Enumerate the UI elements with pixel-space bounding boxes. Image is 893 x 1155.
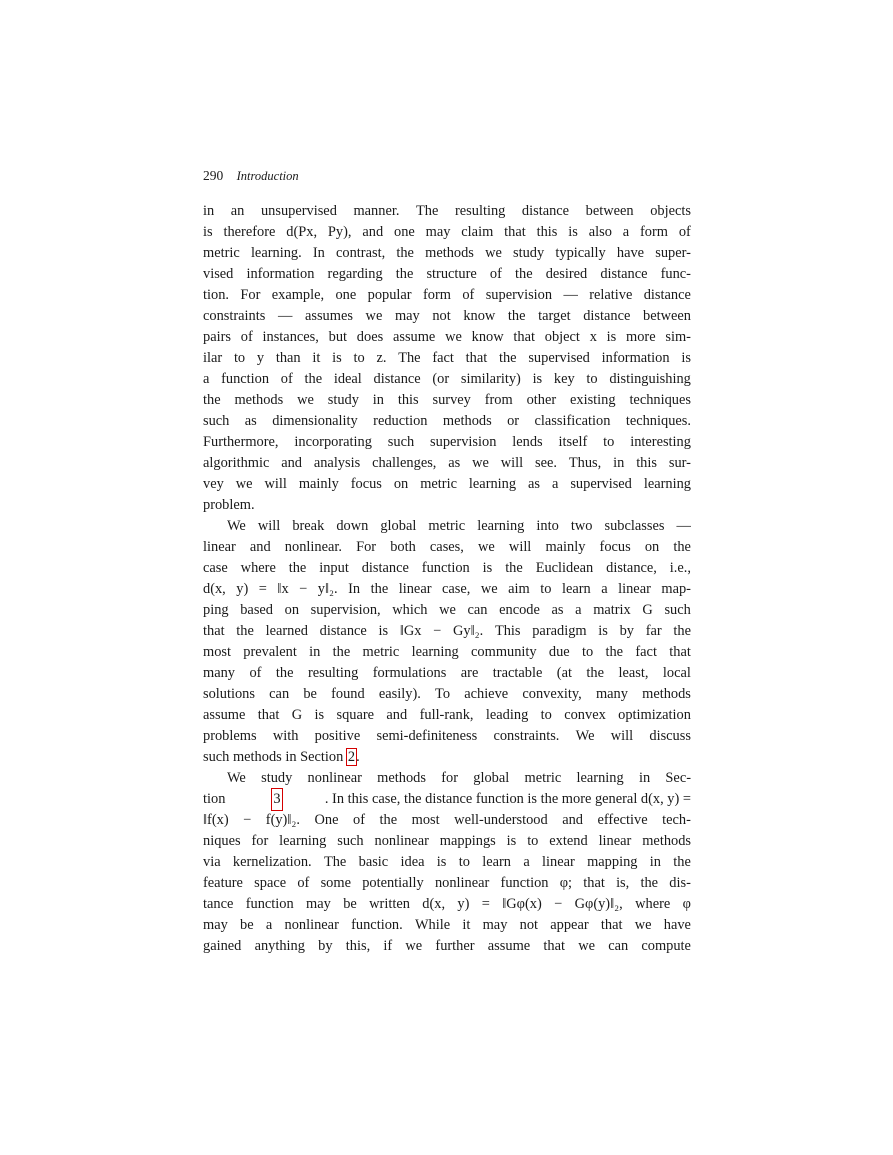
line-text: tion: [203, 791, 229, 807]
text-line: the methods we study in this survey from other existing techniques: [203, 392, 691, 408]
text-line: vey we will mainly focus on metric learning as a supervised learning: [203, 476, 691, 492]
text-line: in an unsupervised manner. The resulting distance between objects: [203, 203, 691, 219]
text-line: tance function may be written d(x, y) = ‖Gφ(x) − Gφ(y)‖₂, where φ: [203, 896, 691, 912]
text-line: a function of the ideal distance (or similarity) is key to distinguishing: [203, 371, 691, 387]
section-link[interactable]: 2: [347, 749, 356, 765]
text-line: niques for learning such nonlinear mappings is to extend linear methods: [203, 833, 691, 849]
line-text-after: . In this case, the distance function is the more general d(x, y) =: [324, 791, 691, 807]
text-line: gained anything by this, if we further assume that we can compute: [203, 938, 691, 954]
line-text-after: .: [356, 749, 360, 765]
text-line: pairs of instances, but does assume we know that object x is more sim-: [203, 329, 691, 345]
text-line: problems with positive semi-definiteness constraints. We will discuss: [203, 728, 691, 744]
text-line: feature space of some potentially nonlinear function φ; that is, the dis-: [203, 875, 691, 891]
text-line: that the learned distance is ‖Gx − Gy‖₂. This paradigm is by far the: [203, 623, 691, 639]
text-line: d(x, y) = ‖x − y‖₂. In the linear case, we aim to learn a linear map-: [203, 581, 691, 597]
text-line: We study nonlinear methods for global metric learning in Sec-: [227, 770, 691, 786]
text-line: such as dimensionality reduction methods or classification techniques.: [203, 413, 691, 429]
page-number: 290: [203, 168, 224, 183]
text-line: may be a nonlinear function. While it may not appear that we have: [203, 917, 691, 933]
text-line: ping based on supervision, which we can encode as a matrix G such: [203, 602, 691, 618]
text-line: [203, 789, 691, 810]
text-line: We will break down global metric learning into two subclasses —: [227, 518, 691, 534]
text-line: solutions can be found easily). To achieve convexity, many methods: [203, 686, 691, 702]
text-line: via kernelization. The basic idea is to learn a linear mapping in the: [203, 854, 691, 870]
text-line: algorithmic and analysis challenges, as we will see. Thus, in this sur-: [203, 455, 691, 471]
text-line: is therefore d(Px, Py), and one may claim that this is also a form of: [203, 224, 691, 240]
text-line: metric learning. In contrast, the methods we study typically have super-: [203, 245, 691, 261]
text-line: vised information regarding the structure of the desired distance func-: [203, 266, 691, 282]
text-line: constraints — assumes we may not know the target distance between: [203, 308, 691, 324]
section-link[interactable]: 3: [272, 789, 281, 810]
text-line: ‖f(x) − f(y)‖₂. One of the most well-understood and effective tech-: [203, 812, 691, 828]
line-text: such methods in Section: [203, 749, 347, 765]
text-line: Furthermore, incorporating such supervision lends itself to interesting: [203, 434, 691, 450]
text-line: ilar to y than it is to z. The fact that the supervised information is: [203, 350, 691, 366]
text-line: case where the input distance function is the Euclidean distance, i.e.,: [203, 560, 691, 576]
text-line: linear and nonlinear. For both cases, we will mainly focus on the: [203, 539, 691, 555]
text-line: most prevalent in the metric learning community due to the fact that: [203, 644, 691, 660]
page-header: [203, 168, 299, 184]
text-line: problem.: [203, 497, 255, 513]
text-line: assume that G is square and full-rank, leading to convex optimization: [203, 707, 691, 723]
text-line: many of the resulting formulations are tractable (at the least, local: [203, 665, 691, 681]
body-text: [203, 201, 691, 957]
text-line: tion. For example, one popular form of supervision — relative distance: [203, 287, 691, 303]
running-title: Introduction: [236, 169, 299, 183]
text-line: [203, 747, 691, 768]
